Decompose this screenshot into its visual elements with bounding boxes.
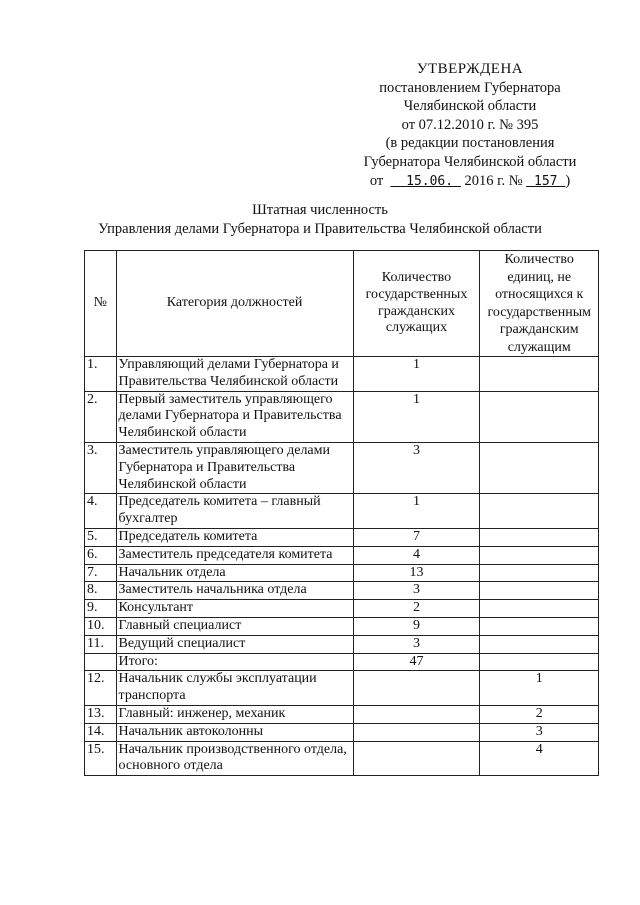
row-number: 5.: [85, 528, 117, 546]
edition-number: 157: [534, 173, 558, 189]
staffing-table: [84, 250, 599, 776]
row-number: 11.: [85, 635, 117, 653]
row-non-civil-count: [480, 653, 599, 671]
row-number: 1.: [85, 357, 117, 392]
edition-date: 15.06.: [406, 173, 454, 189]
row-non-civil-count: 1: [480, 671, 599, 706]
row-number: 15.: [85, 741, 117, 776]
row-non-civil-count: [480, 582, 599, 600]
row-category: Заместитель начальника отдела: [116, 582, 353, 600]
row-civil-count: [353, 705, 480, 723]
row-number: 12.: [85, 671, 117, 706]
row-number: 3.: [85, 442, 117, 493]
row-category: Управляющий делами Губернатора и Правительства Челябинской области: [116, 357, 353, 392]
row-civil-count: 9: [353, 617, 480, 635]
edition-year: 2016 г. №: [464, 172, 523, 189]
row-civil-count: 1: [353, 357, 480, 392]
row-non-civil-count: [480, 494, 599, 529]
table-row: [85, 582, 599, 600]
row-non-civil-count: 3: [480, 723, 599, 741]
table-row: [85, 546, 599, 564]
row-category: Заместитель управляющего делами Губернатора и Правительства Челябинской области: [116, 442, 353, 493]
row-number: 13.: [85, 705, 117, 723]
table-row: [85, 653, 599, 671]
row-non-civil-count: [480, 442, 599, 493]
row-non-civil-count: [480, 546, 599, 564]
row-category: Заместитель председателя комитета: [116, 546, 353, 564]
row-non-civil-count: [480, 600, 599, 618]
row-civil-count: 2: [353, 600, 480, 618]
row-number: 4.: [85, 494, 117, 529]
row-non-civil-count: [480, 528, 599, 546]
approval-line-1: постановлением Губернатора: [379, 79, 561, 96]
table-row: [85, 741, 599, 776]
row-category: Первый заместитель управляющего делами Губернатора и Правительства Челябинской области: [116, 391, 353, 442]
row-civil-count: 3: [353, 582, 480, 600]
document-subtitle: Управления делами Губернатора и Правительства Челябинской области: [98, 220, 542, 237]
row-non-civil-count: 2: [480, 705, 599, 723]
row-civil-count: 4: [353, 546, 480, 564]
row-civil-count: 3: [353, 442, 480, 493]
row-category: Ведущий специалист: [116, 635, 353, 653]
table-row: [85, 357, 599, 392]
row-non-civil-count: [480, 617, 599, 635]
row-non-civil-count: [480, 357, 599, 392]
table-header-row: [85, 251, 599, 357]
approval-date-line: [340, 172, 600, 192]
approval-stamp: [340, 60, 600, 191]
row-civil-count: [353, 741, 480, 776]
row-category: Главный специалист: [116, 617, 353, 635]
row-number: 10.: [85, 617, 117, 635]
table-row: [85, 528, 599, 546]
table-row: [85, 723, 599, 741]
row-civil-count: 7: [353, 528, 480, 546]
approval-line-4: (в редакции постановления: [385, 135, 555, 152]
document-title: Штатная численность: [252, 202, 388, 218]
row-civil-count: [353, 671, 480, 706]
row-number: 14.: [85, 723, 117, 741]
table-row: [85, 635, 599, 653]
row-civil-count: [353, 723, 480, 741]
row-category: Начальник производственного отдела, основного отдела: [116, 741, 353, 776]
row-civil-count: 13: [353, 564, 480, 582]
header-num: №: [85, 251, 117, 357]
table-row: [85, 671, 599, 706]
row-civil-count: 47: [353, 653, 480, 671]
row-number: 9.: [85, 600, 117, 618]
row-civil-count: 1: [353, 391, 480, 442]
row-non-civil-count: [480, 391, 599, 442]
table-row: [85, 564, 599, 582]
row-non-civil-count: [480, 564, 599, 582]
table-row: [85, 391, 599, 442]
row-number: 6.: [85, 546, 117, 564]
row-category: Итого:: [116, 653, 353, 671]
row-non-civil-count: [480, 635, 599, 653]
row-category: Начальник службы эксплуатации транспорта: [116, 671, 353, 706]
row-category: Консультант: [116, 600, 353, 618]
row-number: 7.: [85, 564, 117, 582]
row-category: Начальник автоколонны: [116, 723, 353, 741]
date-prefix: от: [369, 172, 384, 189]
approval-line-2: Челябинской области: [403, 98, 537, 115]
row-category: Председатель комитета – главный бухгалтер: [116, 494, 353, 529]
header-civil-servants: Количество государственных гражданских служащих: [353, 251, 480, 357]
row-category: Председатель комитета: [116, 528, 353, 546]
header-category: Категория должностей: [116, 251, 353, 357]
row-civil-count: 3: [353, 635, 480, 653]
table-row: [85, 600, 599, 618]
row-number: [85, 653, 117, 671]
table-row: [85, 705, 599, 723]
closing-paren: ): [565, 172, 571, 189]
row-category: Главный: инженер, механик: [116, 705, 353, 723]
header-non-civil: Количество единиц, не относящихся к государственным гражданским служащим: [480, 251, 599, 357]
row-number: 2.: [85, 391, 117, 442]
row-number: 8.: [85, 582, 117, 600]
row-category: Начальник отдела: [116, 564, 353, 582]
document-heading: [40, 201, 600, 238]
table-row: [85, 617, 599, 635]
row-non-civil-count: 4: [480, 741, 599, 776]
approval-title: УТВЕРЖДЕНА: [416, 61, 524, 77]
row-civil-count: 1: [353, 494, 480, 529]
approval-line-5: Губернатора Челябинской области: [363, 153, 577, 170]
table-row: [85, 442, 599, 493]
approval-line-3: от 07.12.2010 г. № 395: [401, 116, 539, 133]
table-row: [85, 494, 599, 529]
